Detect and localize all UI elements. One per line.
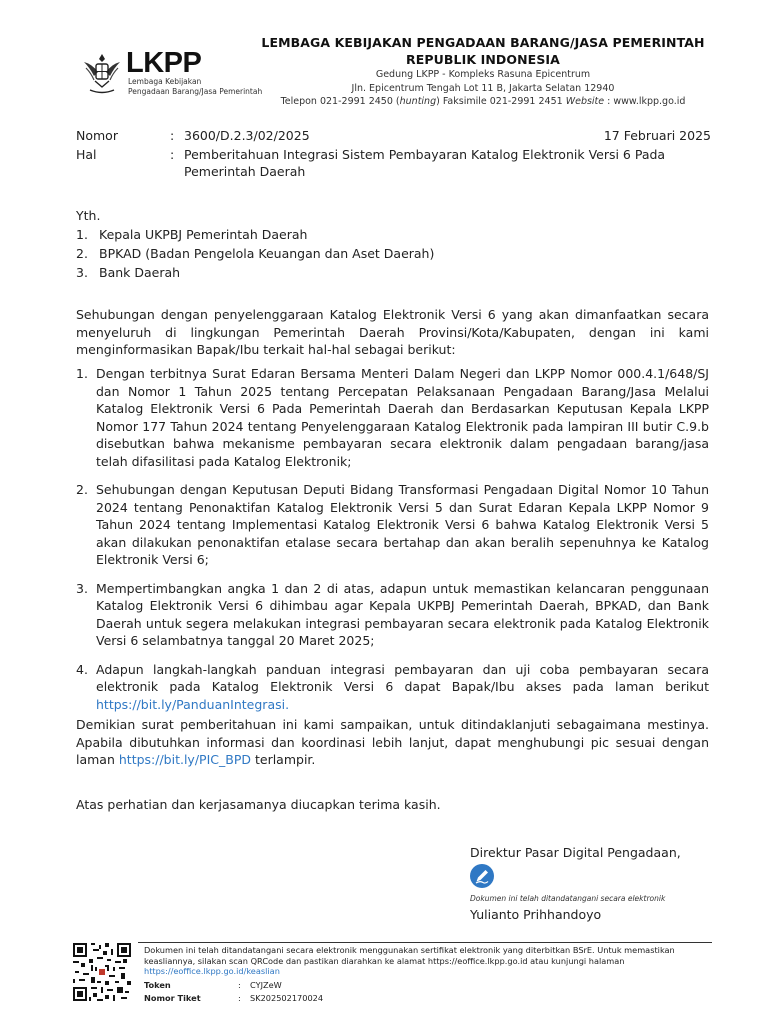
point-text: Dengan terbitnya Surat Edaran Bersama Menteri Dalam Negeri dan LKPP Nomor 000.4.1/648/SJ dan Nomor 1 Tahun 2025 tentang Percepatan Pelaksanaan Pengadaan Barang/Jasa Melalui Katalog Elektronik Versi 6 Pada Pemerintah Daerah dan Berdasarkan Keputusan Kepala LKPP Nomor 177 Tahun 2024 tentang Penyelenggaraan Katalog Elektronik pada lampiran III butir C.9.b disebutkan bahwa mekanisme pembayaran secara elektronik dalam pengadaan barang/jasa telah difasilitasi pada Katalog Elektronik; <box>96 366 709 469</box>
nomor-value: 3600/D.2.3/02/2025 <box>184 128 310 143</box>
recipient-item <box>76 245 676 264</box>
hal-label: Hal <box>76 147 97 162</box>
closing-text: Demikian surat pemberitahuan ini kami sampaikan, untuk ditindaklanjuti sebagaimana mestinya. Apabila dibutuhkan informasi dan koordinasi lebih lanjut, dapat menghubungi pic sesuai dengan laman <box>76 717 709 767</box>
ticket-label: Nomor Tiket <box>144 993 201 1003</box>
footer-divider <box>138 942 712 943</box>
list-item <box>76 481 709 569</box>
qr-code-icon[interactable] <box>73 943 131 1001</box>
lkpp-logo: LKPP <box>126 47 202 79</box>
point-number: 1. <box>76 366 88 381</box>
recipient-text: Bank Daerah <box>99 265 181 280</box>
contact-line <box>252 95 714 109</box>
nomor-colon: : <box>170 128 175 143</box>
contact-website: : www.lkpp.go.id <box>604 96 686 107</box>
contact-hunting: hunting <box>399 96 437 107</box>
point-number: 3. <box>76 580 88 596</box>
point-text <box>96 661 709 714</box>
token-label: Token <box>144 980 171 990</box>
logo-subtext-line: Pengadaan Barang/Jasa Pemerintah <box>128 87 263 96</box>
list-item <box>76 365 709 470</box>
contact-website-label: Website <box>565 96 605 107</box>
point-number: 4. <box>76 661 88 677</box>
recipient-text: Kepala UKPBJ Pemerintah Daerah <box>99 227 308 242</box>
recipient-number: 1. <box>76 227 88 242</box>
signatory-name: Yulianto Prihhandoyo <box>470 907 602 922</box>
letter-date: 17 Februari 2025 <box>603 128 711 143</box>
signatory-title: Direktur Pasar Digital Pengadaan, <box>470 845 681 860</box>
intro-paragraph: Sehubungan dengan penyelenggaraan Katalog Elektronik Versi 6 yang akan dimanfaatkan secara menyeluruh di lingkungan Pemerintah Daerah Provinsi/Kota/Kabupaten, dengan ini kami menginformasikan Bapak/Ibu terkait hal-hal sebagai berikut: <box>76 307 709 357</box>
recipient-item <box>76 264 676 283</box>
recipient-number: 3. <box>76 265 88 280</box>
keaslian-link[interactable]: https://eoffice.lkpp.go.id/keaslian <box>144 966 280 976</box>
point-text: Mempertimbangkan angka 1 dan 2 di atas, adapun untuk memastikan kelancaran penggunaan Katalog Elektronik Versi 6 dihimbau agar Kepala UKPBJ Pemerintah Daerah, BPKAD, dan Bank Daerah untuk segera melakukan integrasi pembayaran secara elektronik pada Katalog Elektronik Versi 6 selambatnya tanggal 20 Maret 2025; <box>96 580 709 648</box>
closing-suffix: terlampir. <box>251 752 316 767</box>
organization-address <box>252 68 714 109</box>
logo-subtext <box>128 77 262 97</box>
hal-colon: : <box>170 147 175 162</box>
contact-fax: ) Faksimile 021-2991 2451 <box>436 96 566 107</box>
contact-phone: Telepon 021-2991 2450 ( <box>280 96 400 107</box>
address-line: Jln. Epicentrum Tengah Lot 11 B, Jakarta Selatan 12940 <box>351 82 615 94</box>
e-signature-icon <box>470 864 494 888</box>
point-number: 2. <box>76 482 88 497</box>
org-name-line: LEMBAGA KEBIJAKAN PENGADAAN BARANG/JASA PEMERINTAH <box>261 35 705 50</box>
ticket-value: SK202502170024 <box>250 993 324 1003</box>
garuda-emblem-icon <box>80 50 124 96</box>
pic-bpd-link[interactable]: https://bit.ly/PIC_BPD <box>118 752 251 767</box>
recipient-list <box>76 226 676 283</box>
org-name-line: REPUBLIK INDONESIA <box>406 52 560 67</box>
salutation: Yth. <box>76 208 101 223</box>
list-item <box>76 580 709 650</box>
point-4-text: Adapun langkah-langkah panduan integrasi pembayaran dan uji coba pembayaran secara elektronik pada Katalog Elektronik Versi 6 dapat Bapak/Ibu akses pada laman berikut <box>96 661 709 694</box>
ticket-colon: : <box>238 993 241 1003</box>
footer-note <box>144 945 714 977</box>
footer-note-text: Dokumen ini telah ditandatangani secara elektronik menggunakan sertifikat elektronik yang diterbitkan BSrE. Untuk memastikan keasliannya, silakan scan QRCode dan pastikan diarahkan ke alamat https://eoffice.lkpp.go.id atau kunjungi halaman <box>144 945 675 966</box>
recipient-text: BPKAD (Badan Pengelola Keuangan dan Aset Daerah) <box>99 246 435 261</box>
token-value: CYJZeW <box>250 980 282 990</box>
nomor-label: Nomor <box>76 128 118 143</box>
panduan-integrasi-link[interactable]: https://bit.ly/PanduanIntegrasi. <box>96 696 290 712</box>
e-signature-note: Dokumen ini telah ditandatangani secara elektronik <box>470 894 666 903</box>
closing-paragraph <box>76 716 709 769</box>
list-item <box>76 661 709 714</box>
thanks-paragraph: Atas perhatian dan kerjasamanya diucapkan terima kasih. <box>76 797 441 812</box>
logo-subtext-line: Lembaga Kebijakan <box>128 77 202 86</box>
address-line: Gedung LKPP - Kompleks Rasuna Epicentrum <box>375 69 591 80</box>
organization-name <box>252 34 714 68</box>
points-list <box>76 365 709 724</box>
token-colon: : <box>238 980 241 990</box>
subject-value: Pemberitahuan Integrasi Sistem Pembayaran Katalog Elektronik Versi 6 Pada Pemerintah Daerah <box>184 147 666 179</box>
point-text: Sehubungan dengan Keputusan Deputi Bidang Transformasi Pengadaan Digital Nomor 10 Tahun 2024 tentang Penonaktifan Katalog Elektronik Versi 5 dan Surat Edaran Kepala LKPP Nomor 9 Tahun 2024 tentang Implementasi Katalog Elektronik Versi 6 bahwa Katalog Elektronik Versi 5 akan dilakukan penonaktifan etalase secara bertahap dan akan beralih sepenuhnya ke Katalog Elektronik Versi 6; <box>96 482 709 567</box>
recipient-item <box>76 226 676 245</box>
recipient-number: 2. <box>76 246 88 261</box>
